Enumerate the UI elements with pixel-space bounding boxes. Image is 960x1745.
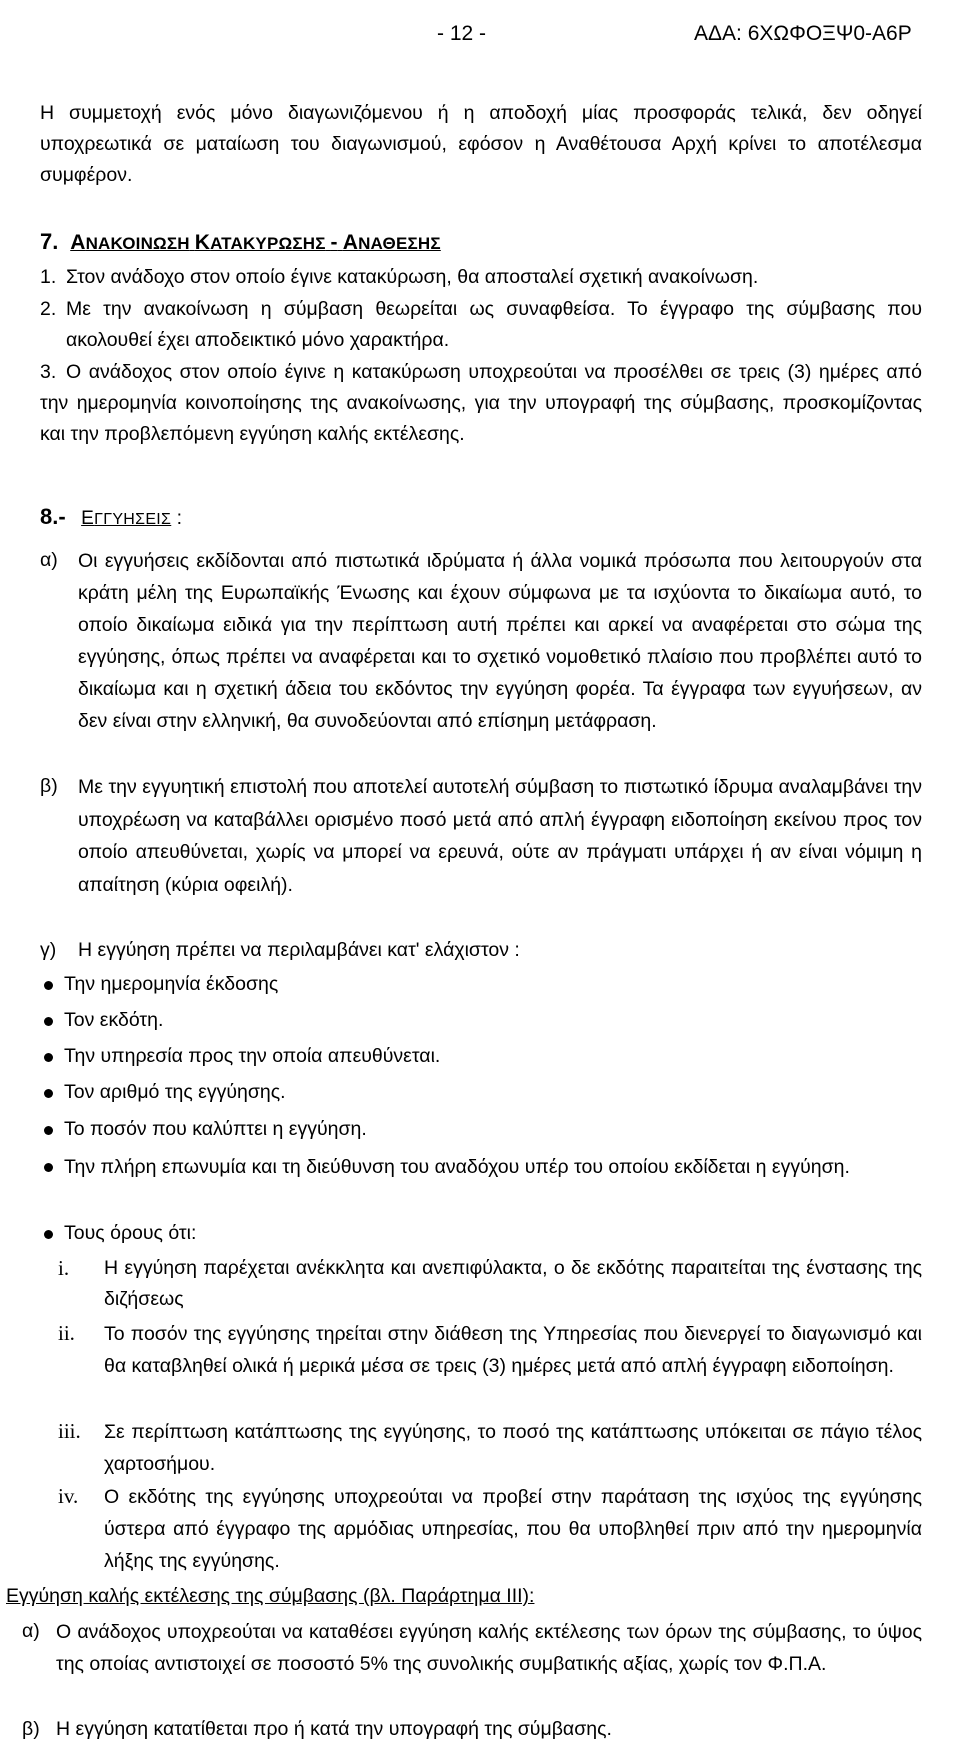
- bullet-dot: [44, 1089, 53, 1098]
- s7-item-3-num: 3.: [40, 361, 57, 383]
- s8-item-b-text: Με την εγγυητική επιστολή που αποτελεί αυτοτελή σύμβαση το πιστωτικό ίδρυμα αναλαμβάνει την υποχρέωση να καταβάλλει ορισμένο ποσό μετά από απλή έγγραφη ειδοποίηση εκείνου προς τον οποίο απευθύνεται, χωρίς να μπορεί να ερευνά, ούτε αν πράγματι υπάρχει ή αν είναι νόμιμη η απαίτηση (κύρια οφειλή).: [78, 776, 922, 896]
- page-number: - 12 -: [437, 22, 487, 45]
- s7-item-1-num: 1.: [40, 266, 57, 288]
- s7-item-2-text: Με την ανακοίνωση η σύμβαση θεωρείται ως συναφθείσα. Το έγγραφο της σύμβασης που ακολουθεί έχει αποδεικτικό μόνο χαρακτήρα.: [66, 298, 922, 351]
- bullet-dot: [44, 1163, 53, 1172]
- section-8-colon: :: [176, 507, 183, 529]
- bullet-item: Τον αριθμό της εγγύησης.: [64, 1081, 286, 1103]
- bullet-item: Τους όρους ότι:: [64, 1222, 197, 1244]
- term-i-num: i.: [58, 1256, 70, 1280]
- bullet-item: Τον εκδότη.: [64, 1009, 164, 1031]
- section-7-heading: [40, 229, 441, 255]
- section-8-title: ΕΓΓΥΗΣΕΙΣ: [81, 508, 172, 529]
- term-ii-num: ii.: [58, 1321, 75, 1345]
- term-iv-text: Ο εκδότης της εγγύησης υποχρεούται να προβεί στην παράταση της ισχύος της εγγύησης ύστερα από έγγραφο της αρμόδιας υπηρεσίας, που θα υποβληθεί πριν από την ημερομηνία λήξης της εγγύησης.: [104, 1486, 922, 1572]
- bullet-dot: [44, 981, 53, 990]
- term-iv-num: iv.: [58, 1484, 79, 1508]
- s8-item-a-label: α): [40, 549, 58, 571]
- s8-item-b-label: β): [40, 775, 58, 797]
- s8-item-c-text: Η εγγύηση πρέπει να περιλαμβάνει κατ' ελάχιστον :: [78, 939, 520, 961]
- bullet-dot: [44, 1126, 53, 1135]
- bullet-item: Το ποσόν που καλύπτει η εγγύηση.: [64, 1118, 367, 1140]
- bullet-item: Την πλήρη επωνυμία και τη διεύθυνση του αναδόχου υπέρ του οποίου εκδίδεται η εγγύηση.: [64, 1156, 850, 1178]
- performance-heading: Εγγύηση καλής εκτέλεσης της σύμβασης (βλ. Παράρτημα ΙΙΙ):: [6, 1585, 535, 1607]
- bullet-dot: [44, 1017, 53, 1026]
- s8-item-a-text: Οι εγγυήσεις εκδίδονται από πιστωτικά ιδρύματα ή άλλα νομικά πρόσωπα που λειτουργούν στα κράτη μέλη της Ευρωπαϊκής Ένωσης και έχουν σύμφωνα με τα ισχύοντα το δικαίωμα αυτό, το οποίο δικαίωμα ειδικά για την περίπτωση αυτή πρέπει και αρκεί να αναφέρεται στο σώμα της εγγύησης, όπως πρέπει να αναφέρεται και το σχετικό νομοθετικό πλαίσιο που προβλέπει αυτό το δικαίωμα και η σχετική άδεια του εκδόντος την εγγύηση φορέα. Τα έγγραφα των εγγυήσεων, αν δεν είναι στην ελληνική, θα συνοδεύονται από επίσημη μετάφραση.: [78, 550, 922, 732]
- ada-code: ΑΔΑ: 6ΧΩΦΟΞΨ0-Α6Ρ: [694, 22, 912, 45]
- bullet-item: Την ημερομηνία έκδοσης: [64, 973, 279, 995]
- s7-item-3-text: Ο ανάδοχος στον οποίο έγινε η κατακύρωση υποχρεούται να προσέλθει σε τρεις (3) ημέρες από την ημερομηνία κοινοποίησης της ανακοίνωσης, για την υπογραφή της σύμβασης, προσκομίζοντας και την προβλεπόμενη εγγύηση καλής εκτέλεσης.: [40, 361, 922, 445]
- s8-item-c-label: γ): [40, 939, 57, 961]
- section-8-heading: [40, 504, 182, 530]
- term-iii-text: Σε περίπτωση κατάπτωσης της εγγύησης, το ποσό της κατάπτωσης υπόκειται σε πάγιο τέλος χαρτοσήμου.: [104, 1421, 922, 1475]
- term-ii-text: Το ποσόν της εγγύησης τηρείται στην διάθεση της Υπηρεσίας που διενεργεί το διαγωνισμό και θα καταβληθεί ολικά ή μερικά μέσα σε τρεις (3) ημέρες μετά από απλή έγγραφη ειδοποίηση.: [104, 1323, 922, 1377]
- perf-item-a-label: α): [22, 1620, 40, 1642]
- term-i-text: Η εγγύηση παρέχεται ανέκκλητα και ανεπιφύλακτα, ο δε εκδότης παραιτείται της ένστασης της διζήσεως: [104, 1257, 922, 1310]
- bullet-dot: [44, 1053, 53, 1062]
- section-7-title: ΑΝΑΚΟΙΝΩΣΗ ΚΑΤΑΚΥΡΩΣΗΣ - ΑΝΑΘΕΣΗΣ: [70, 231, 441, 254]
- bullet-item: Την υπηρεσία προς την οποία απευθύνεται.: [64, 1045, 441, 1067]
- intro-paragraph: Η συμμετοχή ενός μόνο διαγωνιζόμενου ή η αποδοχή μίας προσφοράς τελικά, δεν οδηγεί υποχρεωτικά σε ματαίωση του διαγωνισμού, εφόσον η Αναθέτουσα Αρχή κρίνει το αποτέλεσμα συμφέρον.: [40, 102, 922, 186]
- perf-item-a-text: Ο ανάδοχος υποχρεούται να καταθέσει εγγύηση καλής εκτέλεσης των όρων της σύμβασης, το ύψος της οποίας αντιστοιχεί σε ποσοστό 5% της συνολικής συμβατικής αξίας, χωρίς τον Φ.Π.Α.: [56, 1621, 922, 1675]
- s7-item-2-num: 2.: [40, 298, 57, 320]
- term-iii-num: iii.: [58, 1419, 81, 1443]
- bullet-dot: [44, 1230, 53, 1239]
- s7-item-1-text: Στον ανάδοχο στον οποίο έγινε κατακύρωση, θα αποσταλεί σχετική ανακοίνωση.: [66, 266, 759, 288]
- section-8-number: 8.-: [40, 504, 66, 529]
- perf-item-b-label: β): [22, 1718, 40, 1740]
- perf-item-b-text: Η εγγύηση κατατίθεται προ ή κατά την υπογραφή της σύμβασης.: [56, 1718, 612, 1740]
- section-7-number: 7.: [40, 229, 59, 254]
